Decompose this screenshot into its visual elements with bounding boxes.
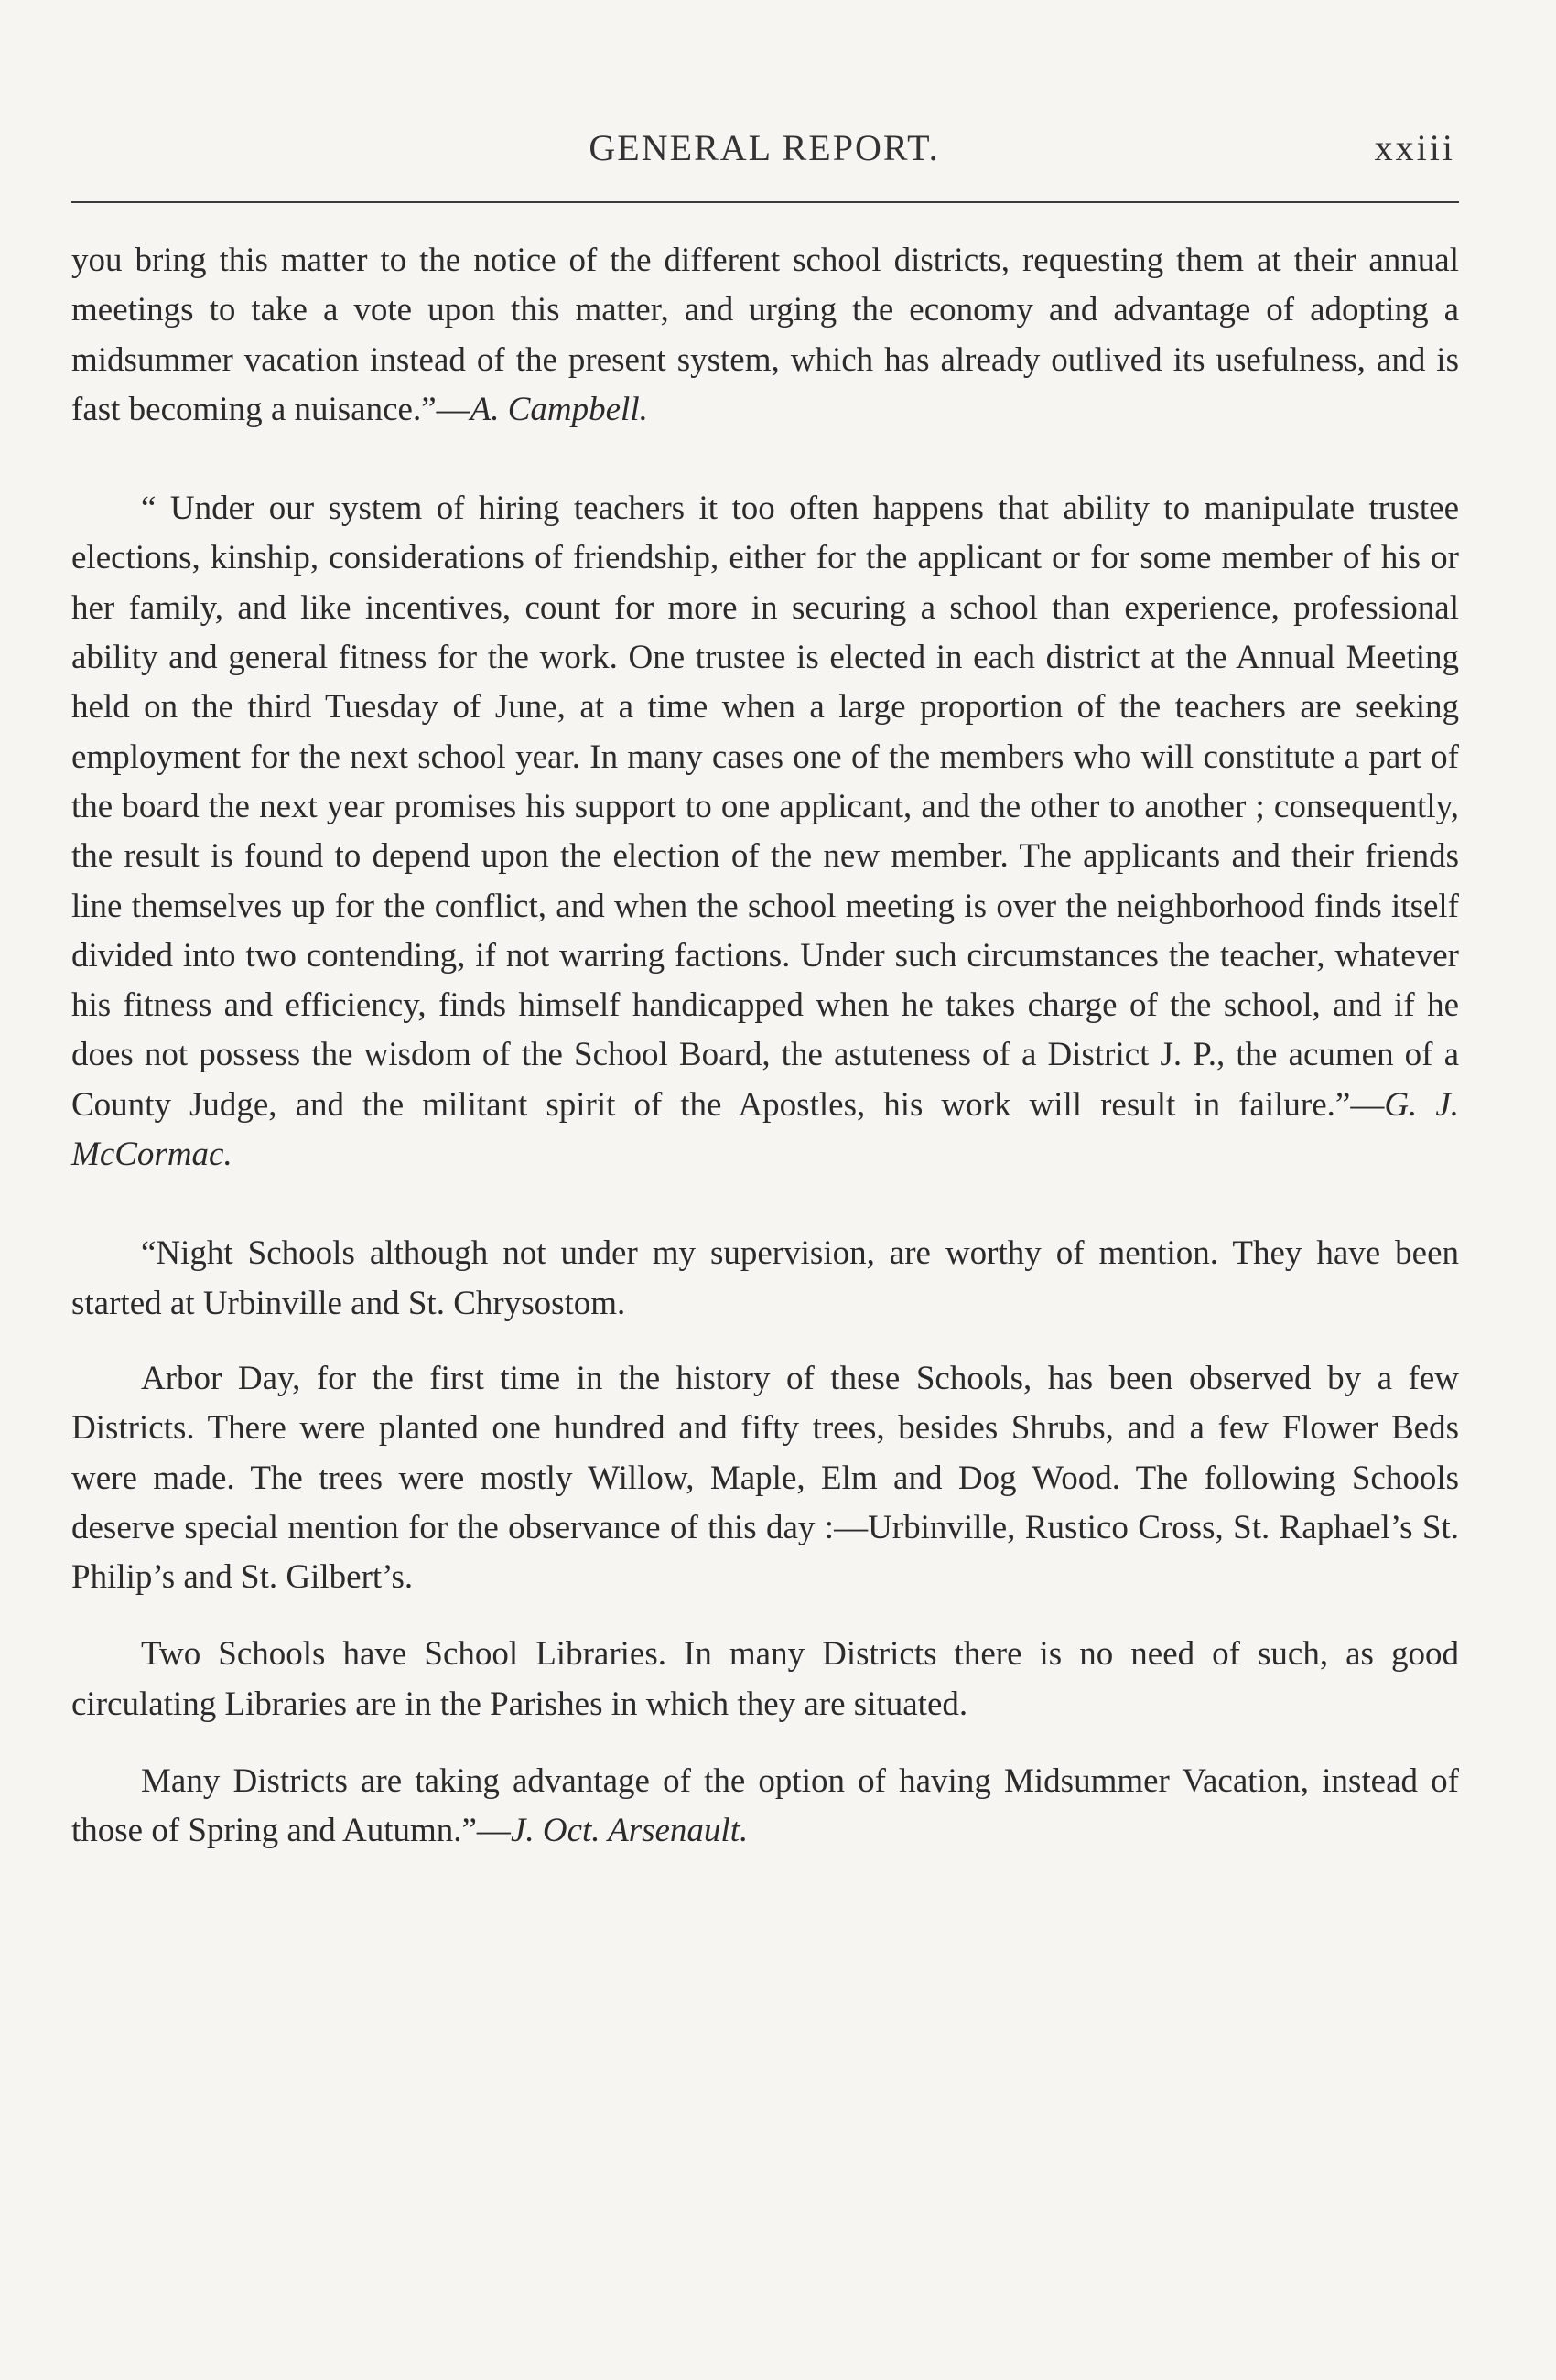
paragraph-arbor-day (71, 1354, 1459, 1602)
paragraph-mccormac-quote (71, 484, 1459, 1179)
signature-campbell: A. Campbell. (470, 390, 648, 428)
paragraph-campbell-quote (71, 236, 1459, 435)
signature-mccormac: G. J. McCormac. (71, 1085, 1459, 1174)
running-title: GENERAL REPORT. (589, 127, 940, 168)
paragraph-libraries (71, 1630, 1459, 1729)
paragraph-text: Two Schools have School Libraries. In many Districts there is no need of such, as good circulating Libraries are in the Parishes in which they are situated. (71, 1635, 1459, 1723)
paragraph-text: Arbor Day, for the first time in the history of these Schools, has been observed by a few Districts. There were planted one hundred and fifty trees, besides Shrubs, and a few Flower Beds were made. The trees were mostly Willow, Maple, Elm and Dog Wood. The following Schools deserve special mention for the observance of this day :—Urbinville, Rustico Cross, St. Raphael’s St. Philip’s and St. Gilbert’s. (71, 1359, 1459, 1597)
running-head (73, 126, 1455, 181)
paragraph-text: Many Districts are taking advantage of the option of having Midsummer Vacation, instead of those of Spring and Autumn.”— (71, 1762, 1459, 1850)
paragraph-text: “Night Schools although not under my supervision, are worthy of mention. They have been started at Urbinville and St. Chrysostom. (71, 1234, 1459, 1322)
paragraph-text: “ Under our system of hiring teachers it too often happens that ability to manipulate trustee elections, kinship, considerations of friendship, either for the applicant or for some member of his or her family, and like incentives, count for more in securing a school than experience, professional ability and general fitness for the work. One trustee is elected in each district at the Annual Meeting held on the third Tuesday of June, at a time when a large proportion of the teachers are seeking employment for the next school year. In many cases one of the members who will constitute a part of the board the next year promises his support to one applicant, and the other to another ; consequently, the result is found to depend upon the election of the new member. The applicants and their friends line themselves up for the conflict, and when the school meeting is over the neighborhood finds itself divided into two contending, if not warring factions. Under such circumstances the teacher, whatever his fitness and efficiency, finds himself handicapped when he takes charge of the school, and if he does not possess the wisdom of the School Board, the astuteness of a District J. P., the acumen of a County Judge, and the militant spirit of the Apostles, his work will result in failure.”— (71, 490, 1459, 1124)
header-rule (71, 201, 1459, 203)
paragraph-midsummer-vacation (71, 1757, 1459, 1857)
paragraph-night-schools (71, 1229, 1459, 1329)
paragraph-text: you bring this matter to the notice of the different school districts, requesting them at their annual meetings to take a vote upon this matter, and urging the economy and advantage of adopting a midsummer vacation instead of the present system, which has already outlived its usefulness, and is fast becoming a nuisance.”— (71, 242, 1459, 428)
body-text (71, 236, 1459, 1857)
signature-arsenault: J. Oct. Arsenault. (510, 1812, 749, 1850)
page-number: xxiii (1374, 127, 1455, 168)
